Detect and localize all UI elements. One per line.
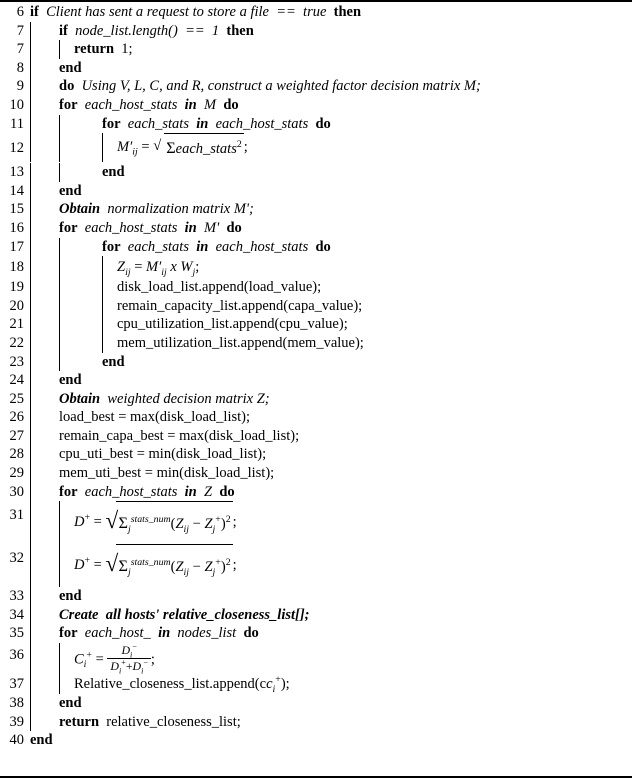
statement-mem-utilization-append: mem_utilization_list.append(mem_value); [117, 334, 364, 351]
line-number: 33 [9, 588, 24, 605]
statement-remain-capacity-append: remain_capacity_list.append(capa_value); [117, 297, 363, 314]
statement-cpu-uti-best: cpu_uti_best = min(disk_load_list); [59, 446, 267, 463]
keyword-obtain: Obtain [59, 390, 101, 407]
line-number: 30 [9, 483, 24, 500]
line-number: 11 [10, 115, 24, 132]
line-text [102, 115, 331, 134]
indent-guide [30, 483, 31, 502]
line-text [59, 606, 310, 625]
code-line [0, 624, 632, 643]
keyword-do: do [243, 625, 259, 642]
create-statement: all hosts' relative_closeness_list[]; [105, 606, 310, 623]
line-number: 8 [16, 59, 24, 76]
line-text [59, 694, 82, 713]
keyword-in: in [196, 238, 209, 255]
loop-variable: each_host_ [84, 625, 151, 642]
code-line [0, 40, 632, 59]
statement-remain-capa-best: remain_capa_best = max(disk_load_list); [59, 427, 300, 444]
code-line [0, 163, 632, 182]
line-number: 32 [9, 550, 24, 567]
line-number: 19 [9, 279, 24, 296]
line-text [59, 713, 241, 732]
indent-guide [30, 59, 31, 78]
line-number: 13 [9, 164, 24, 181]
line-text [74, 40, 133, 59]
loop-collection: nodes_list [177, 625, 237, 642]
code-line [0, 731, 632, 750]
loop-collection: Z [204, 483, 213, 500]
indent-guide [30, 278, 31, 297]
keyword-do: do [59, 78, 75, 95]
loop-collection: M [204, 96, 217, 113]
line-text [102, 163, 125, 182]
line-text [59, 96, 239, 115]
indent-guide [30, 315, 31, 334]
line-text [59, 390, 270, 409]
code-line [0, 501, 632, 544]
code-line [0, 371, 632, 390]
indent-guide [59, 334, 60, 353]
line-number: 21 [9, 316, 24, 333]
indent-guide [30, 182, 31, 201]
keyword-end: end [102, 164, 125, 181]
keyword-if: if [30, 4, 39, 20]
code-line [0, 445, 632, 464]
line-number: 38 [9, 694, 24, 711]
keyword-return: return [59, 713, 100, 730]
indent-guide [30, 606, 31, 625]
indent-guide [59, 297, 60, 316]
code-line [0, 96, 632, 115]
line-text [59, 483, 235, 502]
line-text [102, 238, 331, 257]
keyword-for: for [59, 96, 78, 113]
line-text [59, 624, 259, 643]
statement-closeness-append-head: Relative_closeness_list.append(c [74, 676, 267, 693]
indent-guide [102, 315, 103, 334]
line-text [59, 587, 82, 606]
code-line [0, 200, 632, 219]
indent-guide [30, 643, 31, 675]
return-value: relative_closeness_list; [106, 713, 241, 730]
indent-guide [30, 587, 31, 606]
indent-guide [102, 297, 103, 316]
line-number: 14 [9, 182, 24, 199]
indent-guide [59, 643, 60, 675]
line-number: 20 [9, 297, 24, 314]
loop-variable: each_host_stats [84, 483, 178, 500]
line-text [30, 731, 53, 750]
indent-guide [30, 334, 31, 353]
line-text [59, 77, 481, 96]
formula-distance-positive: D+ = √ $\Sigma_j^{stats\_num}(Z_{ij} - Z_j^+)^2$ ; [74, 501, 237, 544]
keyword-in: in [184, 483, 197, 500]
code-line [0, 427, 632, 446]
line-number: 36 [9, 647, 24, 664]
loop-variable: each_stats [127, 238, 189, 255]
indent-guide [30, 238, 31, 257]
code-line [0, 694, 632, 713]
code-line [0, 278, 632, 297]
line-number: 9 [16, 78, 24, 95]
keyword-obtain: Obtain [59, 201, 101, 218]
line-number: 12 [9, 140, 24, 157]
line-number: 28 [9, 446, 24, 463]
indent-guide [59, 353, 60, 372]
line-number: 40 [9, 732, 24, 749]
code-line [0, 606, 632, 625]
operator-eq: == [185, 22, 205, 39]
code-line [0, 544, 632, 587]
line-number: 37 [9, 676, 24, 693]
code-line [0, 587, 632, 606]
indent-guide [30, 445, 31, 464]
indent-guide [102, 334, 103, 353]
condition-text: node_list.length() [75, 22, 178, 39]
indent-guide [30, 675, 31, 694]
code-line [0, 408, 632, 427]
keyword-in: in [196, 115, 209, 132]
indent-guide [102, 256, 103, 278]
indent-guide [30, 544, 31, 587]
statement-cpu-utilization-append: cpu_utilization_list.append(cpu_value); [117, 316, 348, 333]
statement-closeness-append: $Relative\_closeness\_list.append(cc_i^+)$; [74, 674, 290, 696]
code-line [0, 115, 632, 134]
indent-guide [30, 256, 31, 278]
keyword-for: for [59, 483, 78, 500]
statement-mem-uti-best: mem_uti_best = min(disk_load_list); [59, 465, 275, 482]
indent-guide [30, 694, 31, 713]
do-statement: Using V, L, C, and R, construct a weighted factor decision matrix M; [81, 78, 481, 95]
loop-collection: each_host_stats [215, 238, 309, 255]
indent-guide [30, 297, 31, 316]
indent-guide [102, 133, 103, 162]
keyword-in: in [158, 625, 171, 642]
indent-guide [30, 22, 31, 41]
indent-guide [30, 501, 31, 544]
indent-guide [59, 40, 60, 59]
line-number: 25 [9, 390, 24, 407]
indent-guide [59, 133, 60, 162]
keyword-do: do [219, 483, 235, 500]
top-rule [0, 0, 632, 2]
indent-guide [30, 390, 31, 409]
loop-variable: each_host_stats [84, 219, 178, 236]
operator-eq: == [276, 4, 296, 20]
indent-guide [30, 427, 31, 446]
line-number: 15 [9, 201, 24, 218]
keyword-end: end [30, 732, 53, 749]
code-line [0, 390, 632, 409]
line-number: 23 [9, 353, 24, 370]
line-text [59, 59, 82, 78]
literal-true: true [303, 4, 327, 20]
formula-distance-negative: D+ = √ $\Sigma_j^{stats\_num}(Z_{ij} - Z_j^+)^2$ ; [74, 544, 237, 587]
formula-weighted: $Z_{ij} = M'_{ij}$ x $W_j$; [117, 259, 200, 279]
indent-guide [30, 408, 31, 427]
line-number: 27 [9, 427, 24, 444]
code-line [0, 713, 632, 732]
indent-guide [59, 544, 60, 587]
keyword-if: if [59, 22, 68, 39]
formula-normalization: $M'_{ij}$ = √ Σeach_stats$^2$ ; [117, 133, 248, 162]
line-number: 22 [9, 334, 24, 351]
statement-closeness-append-tail: ); [280, 676, 290, 693]
loop-collection: M' [204, 219, 220, 236]
code-line [0, 133, 632, 163]
line-text [59, 219, 242, 238]
keyword-do: do [226, 219, 242, 236]
return-value: 1; [121, 41, 133, 58]
line-number: 16 [9, 219, 24, 236]
formula-relative-closeness: $C_i^+$ = $\frac{D_i^-}{D_i^++D_i^-}$ ; [74, 642, 155, 676]
line-text [59, 22, 254, 41]
indent-guide [30, 219, 31, 238]
line-text [59, 200, 254, 219]
line-number: 7 [16, 22, 24, 39]
statement-disk-load-append: disk_load_list.append(load_value); [117, 279, 322, 296]
code-line [0, 3, 632, 22]
obtain-statement: weighted decision matrix Z; [107, 390, 270, 407]
indent-guide [59, 115, 60, 134]
loop-variable: each_stats [127, 115, 189, 132]
obtain-statement: normalization matrix M'; [107, 201, 254, 218]
line-number: 29 [9, 465, 24, 482]
line-text [59, 371, 82, 390]
keyword-end: end [102, 353, 125, 370]
line-number: 31 [9, 507, 24, 524]
code-line [0, 334, 632, 353]
keyword-do: do [223, 96, 239, 113]
keyword-return: return [74, 41, 115, 58]
indent-guide [30, 133, 31, 162]
indent-guide [30, 163, 31, 182]
statement-load-best: load_best = max(disk_load_list); [59, 409, 251, 426]
code-line [0, 22, 632, 41]
indent-guide [59, 256, 60, 278]
code-line [0, 353, 632, 372]
indent-guide [30, 115, 31, 134]
keyword-do: do [315, 115, 331, 132]
line-number: 39 [9, 713, 24, 730]
code-line [0, 238, 632, 257]
code-line [0, 315, 632, 334]
keyword-end: end [59, 694, 82, 711]
indent-guide [30, 464, 31, 483]
line-number: 10 [9, 96, 24, 113]
code-line [0, 219, 632, 238]
line-text [30, 3, 361, 22]
loop-variable: each_host_stats [84, 96, 178, 113]
keyword-for: for [59, 625, 78, 642]
indent-guide [30, 200, 31, 219]
code-line [0, 182, 632, 201]
code-line [0, 643, 632, 675]
condition-text: Client has sent a request to store a file [46, 4, 269, 20]
indent-guide [30, 40, 31, 59]
line-number: 7 [16, 41, 24, 58]
line-text [102, 353, 125, 372]
keyword-in: in [184, 219, 197, 236]
indent-guide [59, 278, 60, 297]
keyword-end: end [59, 372, 82, 389]
indent-guide [59, 675, 60, 694]
indent-guide [30, 96, 31, 115]
line-text [59, 182, 82, 201]
code-line [0, 483, 632, 502]
keyword-then: then [333, 4, 362, 20]
keyword-create: Create [59, 606, 99, 623]
literal-one: 1 [211, 22, 220, 39]
indent-guide [30, 371, 31, 390]
loop-collection: each_host_stats [215, 115, 309, 132]
indent-guide [30, 77, 31, 96]
code-line [0, 77, 632, 96]
keyword-end: end [59, 182, 82, 199]
keyword-then: then [226, 22, 254, 39]
line-number: 26 [9, 409, 24, 426]
keyword-end: end [59, 59, 82, 76]
line-number: 24 [9, 372, 24, 389]
keyword-for: for [102, 115, 121, 132]
code-line [0, 297, 632, 316]
keyword-end: end [59, 588, 82, 605]
code-line [0, 59, 632, 78]
indent-guide [102, 278, 103, 297]
indent-guide [30, 624, 31, 643]
indent-guide [59, 238, 60, 257]
line-number: 18 [9, 259, 24, 276]
code-line [0, 675, 632, 694]
keyword-in: in [184, 96, 197, 113]
keyword-do: do [315, 238, 331, 255]
keyword-for: for [102, 238, 121, 255]
line-number: 6 [16, 4, 24, 20]
algorithm-lines [0, 3, 632, 775]
code-line [0, 464, 632, 483]
line-number: 17 [9, 238, 24, 255]
indent-guide [59, 501, 60, 544]
indent-guide [59, 315, 60, 334]
indent-guide [30, 713, 31, 732]
line-number: 35 [9, 625, 24, 642]
indent-guide [59, 163, 60, 182]
line-number: 34 [9, 606, 24, 623]
indent-guide [30, 353, 31, 372]
code-line [0, 256, 632, 278]
keyword-for: for [59, 219, 78, 236]
